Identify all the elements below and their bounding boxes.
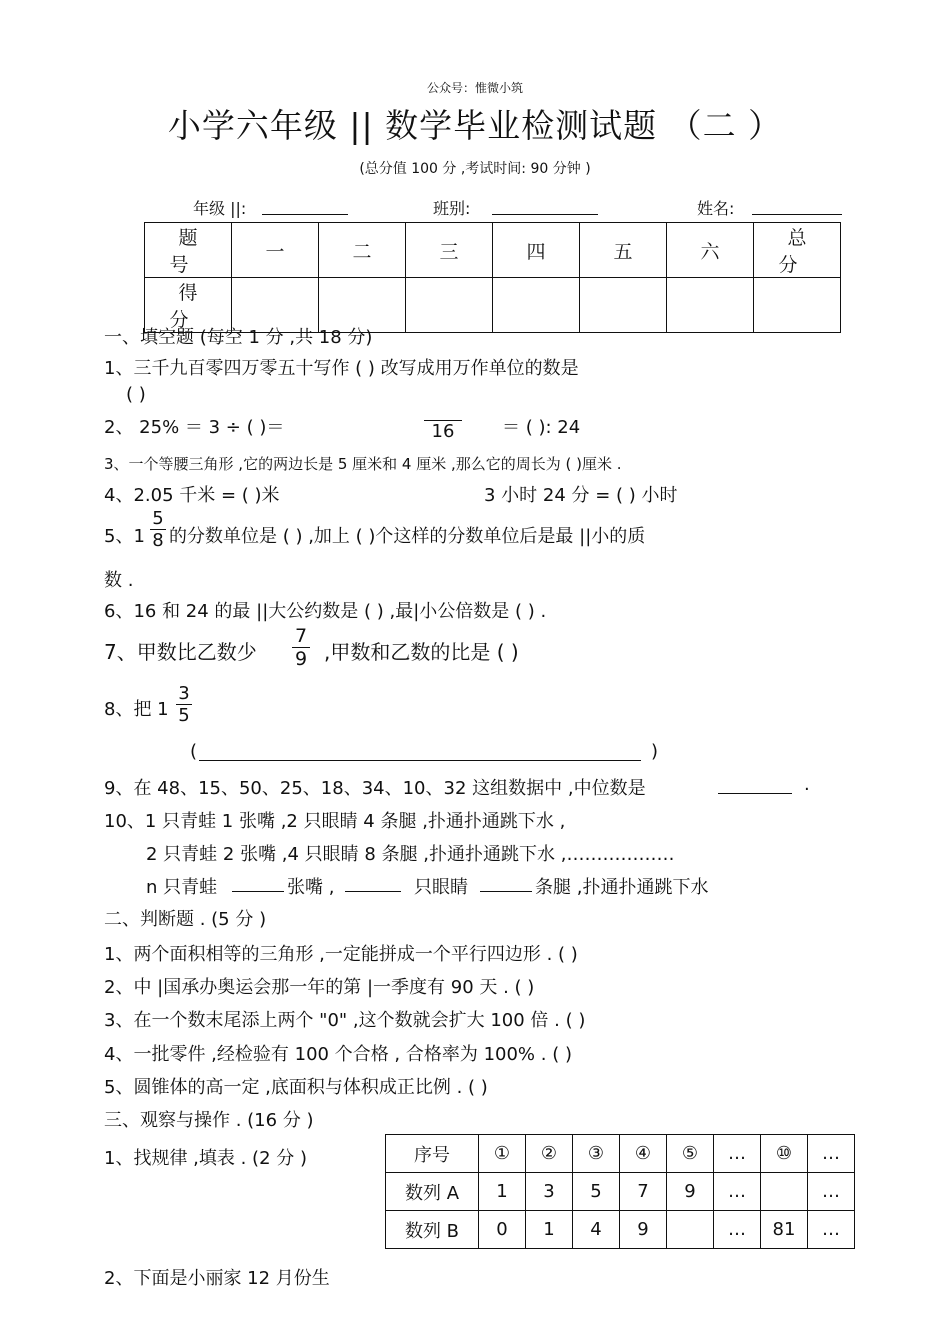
- question-8-fraction: [176, 683, 192, 726]
- sequence-cell: 1: [479, 1173, 526, 1211]
- score-cell: 总 分: [754, 223, 841, 278]
- sequence-cell: …: [808, 1173, 855, 1211]
- sequence-cell: ②: [526, 1135, 573, 1173]
- sequence-table-row-b: [386, 1211, 855, 1249]
- question-4-part-1: 4、2.05 千米 = ( )米: [104, 485, 280, 506]
- section1-header: 一、填空题 (每空 1 分 ,共 18 分): [104, 327, 373, 348]
- question-10-line-2: 2 只青蛙 2 张嘴 ,4 只眼睛 8 条腿 ,扑通扑通跳下水 ,………………: [146, 844, 675, 865]
- sequence-cell: 数列 A: [386, 1173, 479, 1211]
- fraction-numerator: 7: [294, 625, 308, 647]
- sequence-cell: 9: [667, 1173, 714, 1211]
- sequence-cell: 4: [573, 1211, 620, 1249]
- question-3: 3、一个等腰三角形 ,它的两边长是 5 厘米和 4 厘米 ,那么它的周长为 ( )厘米 .: [104, 455, 622, 473]
- question-8-answer-blank: [199, 760, 641, 761]
- section3-question-2: 2、下面是小丽家 12 月份生: [104, 1268, 330, 1289]
- fraction-numerator: 5: [152, 508, 164, 529]
- question-10-line-3a: n 只青蛙: [146, 877, 218, 898]
- sequence-cell: 7: [620, 1173, 667, 1211]
- question-5-tail: 数 .: [104, 570, 134, 591]
- sequence-cell: …: [714, 1211, 761, 1249]
- question-9: 9、在 48、15、50、25、18、34、10、32 这组数据中 ,中位数是: [104, 778, 646, 799]
- question-8-prefix: 8、把 1: [104, 699, 169, 720]
- score-cell: 六: [667, 223, 754, 278]
- sequence-cell: 0: [479, 1211, 526, 1249]
- score-cell: 二: [319, 223, 406, 278]
- sequence-table: [385, 1134, 855, 1249]
- section3-question-1: 1、找规律 ,填表 . (2 分 ): [104, 1148, 308, 1169]
- score-input-cell: [493, 278, 580, 333]
- score-cell: 五: [580, 223, 667, 278]
- sequence-cell: [667, 1211, 714, 1249]
- sequence-cell: [761, 1173, 808, 1211]
- sequence-cell: 序号: [386, 1135, 479, 1173]
- sequence-cell: ③: [573, 1135, 620, 1173]
- question-2-part-1: 2、 25% ＝ 3 ÷ ( )＝: [104, 417, 285, 438]
- question-10-line-3b: 张嘴 ,: [287, 877, 335, 898]
- fraction-numerator: 3: [178, 683, 190, 704]
- fraction-denominator: 5: [178, 705, 190, 726]
- question-10-line-3d: 条腿 ,扑通扑通跳下水: [535, 877, 709, 898]
- question-8-close-paren: ): [651, 741, 659, 762]
- class-label: 班别:: [433, 199, 471, 218]
- judgment-item-3: 3、在一个数末尾添上两个 "0" ,这个数就会扩大 100 倍 . ( ): [104, 1010, 586, 1031]
- name-label: 姓名:: [697, 199, 735, 218]
- section2-header: 二、判断题 . (5 分 ): [104, 909, 267, 930]
- sequence-cell: ④: [620, 1135, 667, 1173]
- question-1-line-1: 1、三千九百零四万零五十写作 ( ) 改写成用万作单位的数是: [104, 358, 579, 379]
- sequence-cell: ⑤: [667, 1135, 714, 1173]
- exam-subtitle: (总分值 100 分 ,考试时间: 90 分钟 ): [359, 161, 591, 177]
- sequence-cell: …: [808, 1135, 855, 1173]
- class-blank: [492, 214, 598, 215]
- question-6: 6、16 和 24 的最 ||大公约数是 ( ) ,最|小公倍数是 ( ) .: [104, 601, 547, 622]
- question-9-blank: [718, 793, 792, 794]
- question-5-prefix: 5、1: [104, 526, 145, 547]
- judgment-item-2: 2、中 |国承办奥运会那一年的第 |一季度有 90 天 . ( ): [104, 977, 535, 998]
- question-10-line-1: 10、1 只青蛙 1 张嘴 ,2 只眼睛 4 条腿 ,扑通扑通跳下水 ,: [104, 811, 566, 832]
- sequence-table-header-row: [386, 1135, 855, 1173]
- score-input-cell: [754, 278, 841, 333]
- question-2-part-2: ＝ ( ): 24: [502, 417, 581, 438]
- section3-header: 三、观察与操作 . (16 分 ): [104, 1110, 314, 1131]
- question-7-prefix: 7、甲数比乙数少: [104, 640, 257, 664]
- question-7-text: ,甲数和乙数的比是 ( ): [324, 640, 519, 664]
- sequence-cell: 数列 B: [386, 1211, 479, 1249]
- score-cell: 四: [493, 223, 580, 278]
- fraction-denominator: 8: [152, 530, 164, 551]
- fraction-denominator: 9: [294, 648, 308, 670]
- sequence-cell: …: [714, 1173, 761, 1211]
- question-9-end: .: [804, 774, 810, 795]
- fraction-denominator: 16: [431, 421, 455, 442]
- score-input-cell: [406, 278, 493, 333]
- question-8-open-paren: (: [190, 741, 198, 762]
- judgment-item-1: 1、两个面积相等的三角形 ,一定能拼成一个平行四边形 . ( ): [104, 944, 578, 965]
- sequence-table-row-a: [386, 1173, 855, 1211]
- sequence-cell: 1: [526, 1211, 573, 1249]
- watermark-text: 公众号：惟微小筑: [426, 81, 523, 95]
- score-cell: 三: [406, 223, 493, 278]
- judgment-item-4: 4、一批零件 ,经检验有 100 个合格 , 合格率为 100% . ( ): [104, 1044, 572, 1065]
- sequence-cell: 9: [620, 1211, 667, 1249]
- grade-label: 年级 ||:: [193, 199, 247, 218]
- page-title: 小学六年级 || 数学毕业检测试题 （二 ）: [167, 106, 783, 145]
- grade-blank: [262, 214, 348, 215]
- sequence-cell: 5: [573, 1173, 620, 1211]
- question-1-line-2: ( ): [126, 384, 146, 405]
- score-cell: 得 分: [145, 278, 232, 333]
- score-input-cell: [667, 278, 754, 333]
- question-10-blank-legs: [480, 891, 532, 892]
- sequence-cell: …: [808, 1211, 855, 1249]
- sequence-cell: ⑩: [761, 1135, 808, 1173]
- question-2-fraction: [424, 410, 462, 442]
- judgment-item-5: 5、圆锥体的高一定 ,底面积与体积成正比例 . ( ): [104, 1077, 488, 1098]
- question-10-blank-mouths: [232, 891, 284, 892]
- question-4-part-2: 3 小时 24 分 = ( ) 小时: [484, 485, 678, 506]
- score-table-header-row: [145, 223, 841, 278]
- score-cell: 题 号: [145, 223, 232, 278]
- question-5-text: 的分数单位是 ( ) ,加上 ( )个这样的分数单位后是最 ||小的质: [169, 526, 646, 547]
- question-10-blank-eyes: [345, 891, 401, 892]
- sequence-cell: ①: [479, 1135, 526, 1173]
- score-table: [144, 222, 841, 333]
- sequence-cell: 3: [526, 1173, 573, 1211]
- question-7-fraction: [292, 625, 310, 670]
- sequence-cell: …: [714, 1135, 761, 1173]
- name-blank: [752, 214, 842, 215]
- score-cell: 一: [232, 223, 319, 278]
- question-10-line-3c: 只眼睛: [414, 877, 468, 898]
- sequence-cell: 81: [761, 1211, 808, 1249]
- question-5-fraction: [150, 508, 166, 551]
- score-input-cell: [580, 278, 667, 333]
